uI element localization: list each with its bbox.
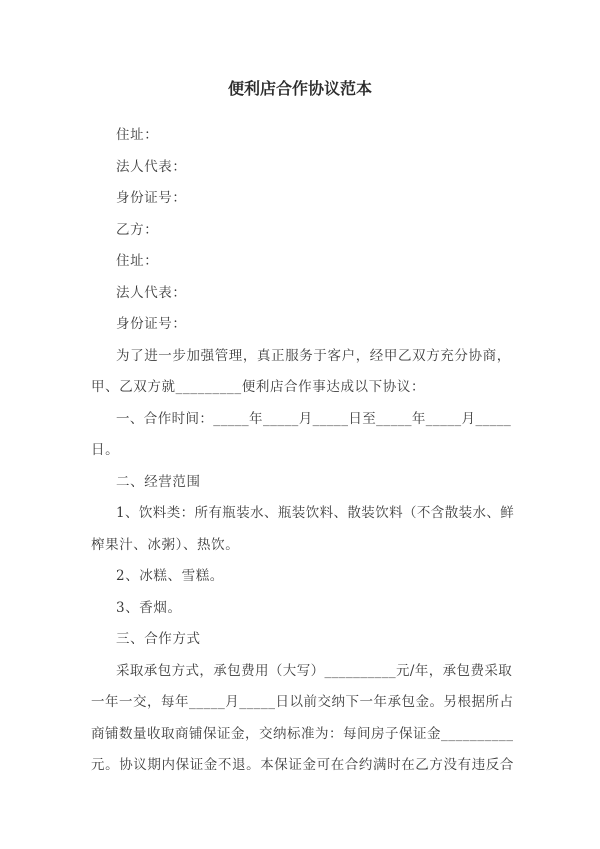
method-paragraph-line-1: 采取承包方式，承包费用（大写）__________元/年，承包费采取 bbox=[116, 663, 513, 679]
address-label-party-a: 住址： bbox=[116, 127, 159, 143]
section-heading-cooperation-method: 三、合作方式 bbox=[116, 631, 201, 647]
cooperation-term-line-2: 日。 bbox=[91, 442, 120, 458]
scope-item-beverages-line-2: 榨果汁、冰粥）、热饮。 bbox=[91, 537, 240, 553]
method-paragraph-line-4: 元。协议期内保证金不退。本保证金可在合约满时在乙方没有违反合 bbox=[91, 757, 514, 773]
document-title: 便利店合作协议范本 bbox=[227, 79, 372, 98]
legal-rep-label-party-a: 法人代表： bbox=[116, 159, 187, 175]
cooperation-term-line-1: 一、合作时间：_____年_____月_____日至_____年_____月_____ bbox=[116, 411, 512, 427]
scope-item-cigarettes: 3、香烟。 bbox=[116, 600, 182, 616]
scope-item-beverages-line-1: 1、饮料类：所有瓶装水、瓶装饮料、散装饮料（不含散装水、鲜 bbox=[116, 505, 515, 521]
legal-rep-label-party-b: 法人代表： bbox=[116, 285, 187, 301]
preamble-line-1: 为了进一步加强管理，真正服务于客户，经甲乙双方充分协商， bbox=[116, 348, 511, 364]
method-paragraph-line-3: 商铺数量收取商铺保证金，交纳标准为：每间房子保证金__________ bbox=[91, 726, 514, 742]
preamble-line-2: 甲、乙双方就_________便利店合作事达成以下协议： bbox=[91, 379, 426, 395]
scope-item-ice-cream: 2、冰糕、雪糕。 bbox=[116, 568, 224, 584]
party-b-label: 乙方： bbox=[116, 222, 159, 238]
address-label-party-b: 住址： bbox=[116, 253, 159, 269]
id-number-label-party-a: 身份证号： bbox=[116, 190, 187, 206]
method-paragraph-line-2: 一年一交，每年_____月_____日以前交纳下一年承包金。另根据所占 bbox=[91, 694, 514, 710]
id-number-label-party-b: 身份证号： bbox=[116, 316, 187, 332]
section-heading-business-scope: 二、经营范围 bbox=[116, 474, 201, 490]
